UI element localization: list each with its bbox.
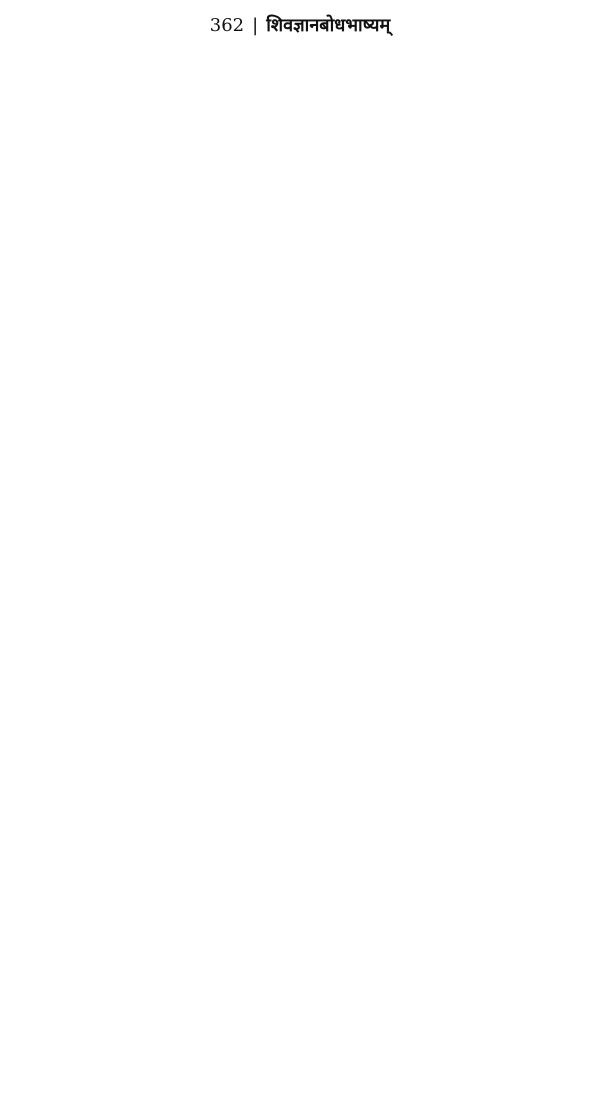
- page-number: 362: [209, 15, 245, 36]
- running-title: शिवज्ञानबोधभाष्यम्: [266, 15, 391, 36]
- header-separator: |: [252, 15, 259, 36]
- page-header: [0, 14, 600, 38]
